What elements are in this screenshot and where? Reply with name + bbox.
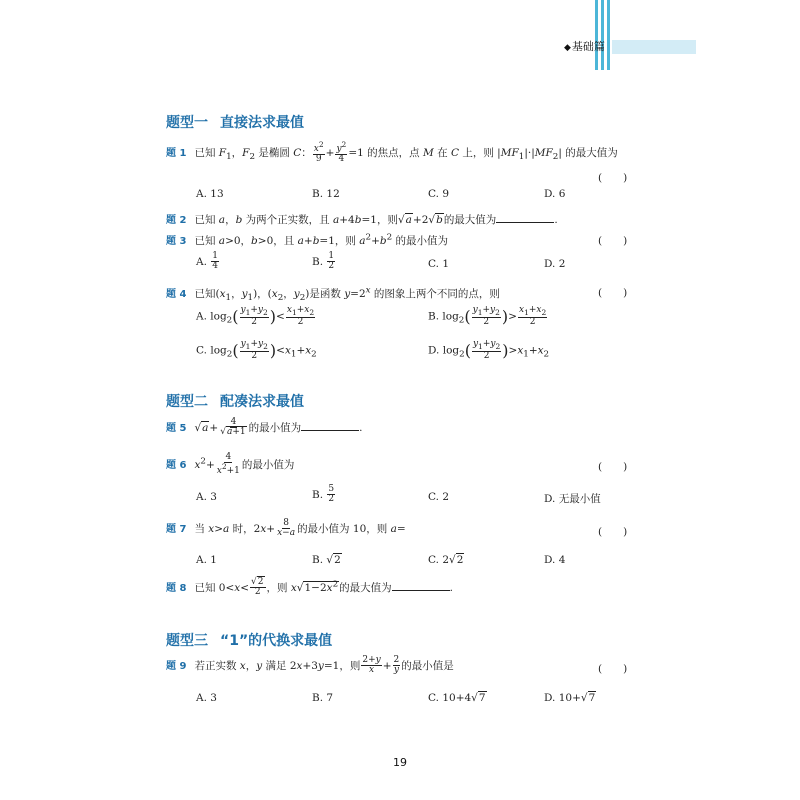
option-b: B. $\log_2$( $\frac{y_1+y_2}{2}$ )> $\frac{x_1+x_2}{2}$ (428, 305, 547, 327)
question-8: 题 8 已知 0<x< $\frac{√2}{2}$ ，则 $x√1-2x^2$的最大值为 . (166, 577, 453, 598)
option-b: B. 12 (312, 188, 340, 200)
option-a: A. 3 (196, 491, 217, 503)
question-label: 题 9 (166, 660, 187, 672)
answer-paren: ( ) (598, 172, 628, 184)
question-5: 题 5 √a+ $\frac{4}{√a+1}$ 的最小值为 . (166, 417, 363, 438)
diamond-icon: ◆ (564, 43, 571, 53)
question-4: 题 4 已知($x_1$，$y_1$)，($x_2$，$y_2$)是函数 $y=2^x$ 的图象上两个不同的点，则 (166, 285, 500, 304)
option-a: A. $\log_2$( $\frac{y_1+y_2}{2}$ )< $\frac{x_1+x_2}{2}$ (196, 305, 315, 327)
option-d: D. 无最小值 (544, 493, 601, 505)
header-stripe-1 (595, 0, 598, 70)
question-2: 题 2 已知 a，b 为两个正实数，且 a+4b=1，则√a+2√b的最大值为 . (166, 214, 558, 226)
option-c: C. 10+4√7 (428, 692, 486, 704)
option-d: D. $\log_2$( $\frac{y_1+y_2}{2}$ )$>x_1+x_2$ (428, 339, 550, 361)
option-c: C. $\log_2$( $\frac{y_1+y_2}{2}$ )$<x_1+x_2$ (196, 339, 317, 361)
question-label: 题 5 (166, 422, 187, 434)
option-d: D. 6 (544, 188, 566, 200)
option-b: B. √2 (312, 554, 341, 566)
header-tab (612, 40, 696, 54)
section-code: 题型三 (166, 633, 208, 649)
section-heading-2 (166, 391, 304, 411)
option-c: C. 2√2 (428, 554, 464, 566)
section-code: 题型二 (166, 394, 208, 410)
answer-blank (496, 213, 554, 223)
option-d: D. 2 (544, 258, 566, 270)
section-title: “1”的代换求最值 (220, 633, 333, 649)
answer-paren: ( ) (598, 526, 628, 538)
question-3: 题 3 已知 a>0，b>0，且 a+b=1，则 $a^2+b^2$ 的最小值为 (166, 232, 449, 247)
option-a: A. 13 (196, 188, 224, 200)
option-c: C. 9 (428, 188, 450, 200)
section-heading-3 (166, 630, 332, 650)
question-7: 题 7 当 x>a 时，2x+ $\frac{8}{x-a}$ 的最小值为 10，则 a= (166, 518, 406, 539)
answer-paren: ( ) (598, 235, 628, 247)
option-b: B. 7 (312, 692, 334, 704)
answer-blank (392, 581, 450, 591)
question-label: 题 8 (166, 582, 187, 594)
section-code: 题型一 (166, 115, 208, 131)
answer-paren: ( ) (598, 287, 628, 299)
question-label: 题 2 (166, 215, 187, 226)
option-a: A. $\frac{1}{4}$ (196, 251, 218, 272)
question-label: 题 7 (166, 523, 187, 535)
question-6: 题 6 $x^2+$ $\frac{4}{x^2+1}$ 的最小值为 (166, 452, 295, 477)
option-b: B. $\frac{5}{2}$ (312, 484, 335, 505)
section-heading-1 (166, 112, 304, 132)
section-title: 直接法求最值 (220, 115, 304, 131)
option-d: D. 10+√7 (544, 692, 596, 704)
question-label: 题 1 (166, 147, 187, 159)
section-title: 配凑法求最值 (220, 394, 304, 410)
header-stripe-3 (607, 0, 610, 70)
question-9: 题 9 若正实数 x，y 满足 2x+3y=1，则 $\frac{2+y}{x}$ + $\frac{2}{y}$ 的最小值是 (166, 655, 454, 676)
answer-paren: ( ) (598, 461, 628, 473)
question-label: 题 6 (166, 459, 187, 471)
option-c: C. 2 (428, 491, 450, 503)
header-stripe-2 (601, 0, 604, 70)
question-1: 题 1 已知 $F_1$，$F_2$ 是椭圆 C： $\frac{x^2}{9}$ + $\frac{y^2}{4}$ =1 的焦点，点 M 在 C 上，则 $|MF_1|\cdot|MF_2|$ 的最大值为 (166, 140, 618, 165)
option-d: D. 4 (544, 554, 566, 566)
question-label: 题 3 (166, 236, 187, 247)
option-a: A. 3 (196, 692, 217, 704)
option-a: A. 1 (196, 554, 217, 566)
answer-blank (301, 421, 359, 431)
header-label: ◆基础篇 (564, 40, 605, 53)
question-label: 题 4 (166, 289, 187, 300)
option-c: C. 1 (428, 258, 450, 270)
page-number: 19 (393, 756, 407, 769)
answer-paren: ( ) (598, 663, 628, 675)
option-b: B. $\frac{1}{2}$ (312, 251, 335, 272)
